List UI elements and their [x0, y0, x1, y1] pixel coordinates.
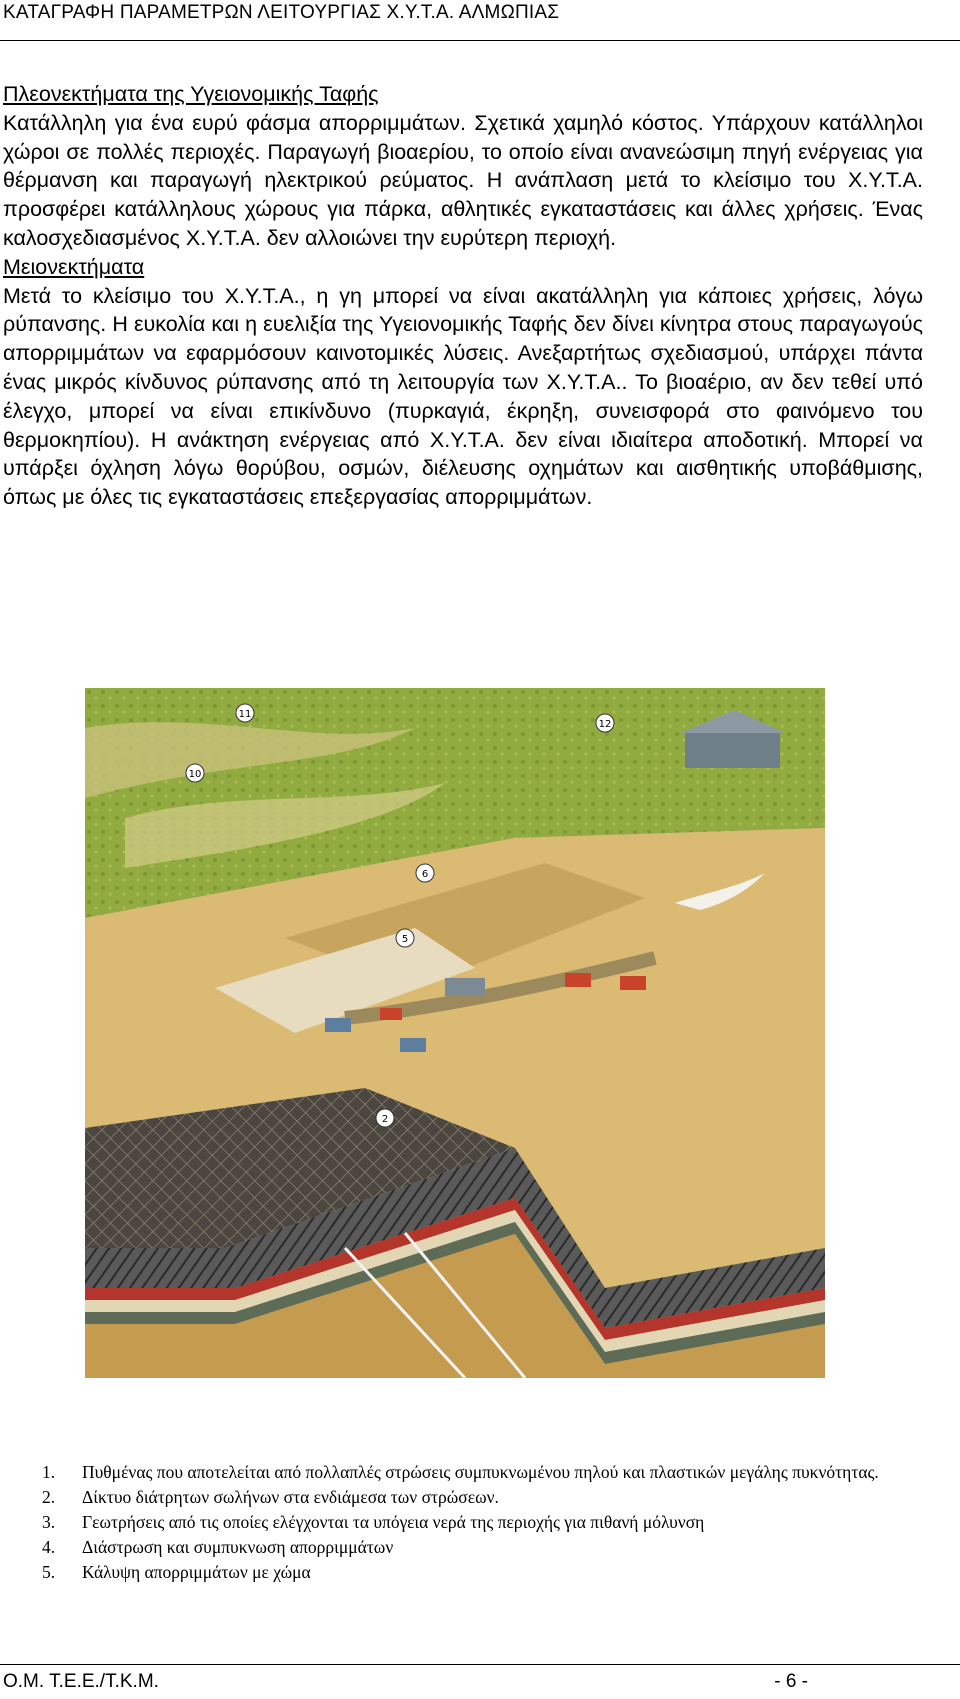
legend-item: 4. Διάστρωση και συμπυκνωση απορριμμάτων [42, 1537, 394, 1557]
svg-text:12: 12 [598, 719, 612, 730]
figure-marker [236, 704, 254, 722]
advantages-paragraph: Κατάλληλη για ένα ευρύ φάσμα απορριμμάτων. Σχετικά χαμηλό κόστος. Υπάρχουν κατάλληλοι χώροι σε πολλές περιοχές. Παραγωγή βιοαερίου, το οποίο είναι ανανεώσιμη πηγή ενέργειας για θέρμανση και παραγωγή ηλεκτρικού ρεύματος. Η ανάπλαση μετά το κλείσιμο του Χ.Υ.Τ.Α. προσφέρει κατάλληλους χώρους για πάρκα, αθλητικές εγκαταστάσεις και άλλες χρήσεις. Ένας καλοσχεδιασμένος Χ.Υ.Τ.Α. δεν αλλοιώνει την ευρύτερη περιοχή. [3, 110, 923, 250]
figure-marker [596, 714, 614, 732]
svg-text:10: 10 [188, 769, 202, 780]
legend-item: 2. Δίκτυο διάτρητων σωλήνων στα ενδιάμεσα των στρώσεων. [42, 1487, 499, 1507]
main-text [3, 80, 923, 512]
footer-divider [0, 1664, 960, 1665]
footer-organization: Ο.Μ. Τ.Ε.Ε./Τ.Κ.Μ. [3, 1671, 159, 1692]
svg-text:5: 5 [401, 934, 409, 945]
figure-marker [186, 764, 204, 782]
disadvantages-paragraph: Μετά το κλείσιμο του Χ.Υ.Τ.Α., η γη μπορεί να είναι ακατάλληλη για κάποιες χρήσεις, λόγω ρύπανσης. Η ευκολία και η ευελιξία της Υγειονομικής Ταφής δεν δίνει κίνητρα στους παραγωγούς απορριμμάτων να εφαρμόσουν καινοτομικές λύσεις. Ανεξαρτήτως σχεδιασμού, υπάρχει πάντα ένας μικρός κίνδυνος ρύπανσης από τη λειτουργία των Χ.Υ.Τ.Α.. Το βιοαέριο, αν δεν τεθεί υπό έλεγχο, μπορεί να είναι επικίνδυνο (πυρκαγιά, έκρηξη, συνεισφορά στο φαινόμενο του θερμοκηπίου). Η ανάκτηση ενέργειας από Χ.Υ.Τ.Α. δεν είναι ιδιαίτερα αποδοτική. Μπορεί να υπάρξει όχληση λόγω θορύβου, οσμών, διέλευσης οχημάτων και αισθητικής υποβάθμισης, όπως με όλες τις εγκαταστάσεις επεξεργασίας απορριμμάτων. [3, 283, 923, 510]
document-header-title: ΚΑΤΑΓΡΑΦΗ ΠΑΡΑΜΕΤΡΩΝ ΛΕΙΤΟΥΡΓΙΑΣ Χ.Υ.Τ.Α. ΑΛΜΩΠΙΑΣ [3, 2, 560, 23]
legend-item: 1. Πυθμένας που αποτελείται από πολλαπλές στρώσεις συμπυκνωμένου πηλού και πλαστικών μεγάλης πυκνότητας. [42, 1462, 879, 1482]
figure-marker [396, 929, 414, 947]
figure-marker [376, 1109, 394, 1127]
svg-text:11: 11 [238, 709, 252, 720]
figure-legend [42, 1460, 912, 1585]
page-number: - 6 - [774, 1671, 808, 1692]
header-divider [0, 40, 960, 41]
advantages-heading: Πλεονεκτήματα της Υγειονομικής Ταφής [3, 82, 379, 106]
svg-text:2: 2 [381, 1114, 389, 1125]
legend-item: 3. Γεωτρήσεις από τις οποίες ελέγχονται τα υπόγεια νερά της περιοχής για πιθανή μόλυνση [42, 1512, 705, 1532]
disadvantages-heading: Μειονεκτήματα [3, 254, 145, 279]
landfill-illustration [85, 688, 825, 1378]
svg-text:6: 6 [421, 869, 429, 880]
figure-marker [416, 864, 434, 882]
building [685, 733, 780, 768]
landfill-cross-section-drawing [85, 688, 825, 1378]
legend-item: 5. Κάλυψη απορριμμάτων με χώμα [42, 1562, 311, 1582]
